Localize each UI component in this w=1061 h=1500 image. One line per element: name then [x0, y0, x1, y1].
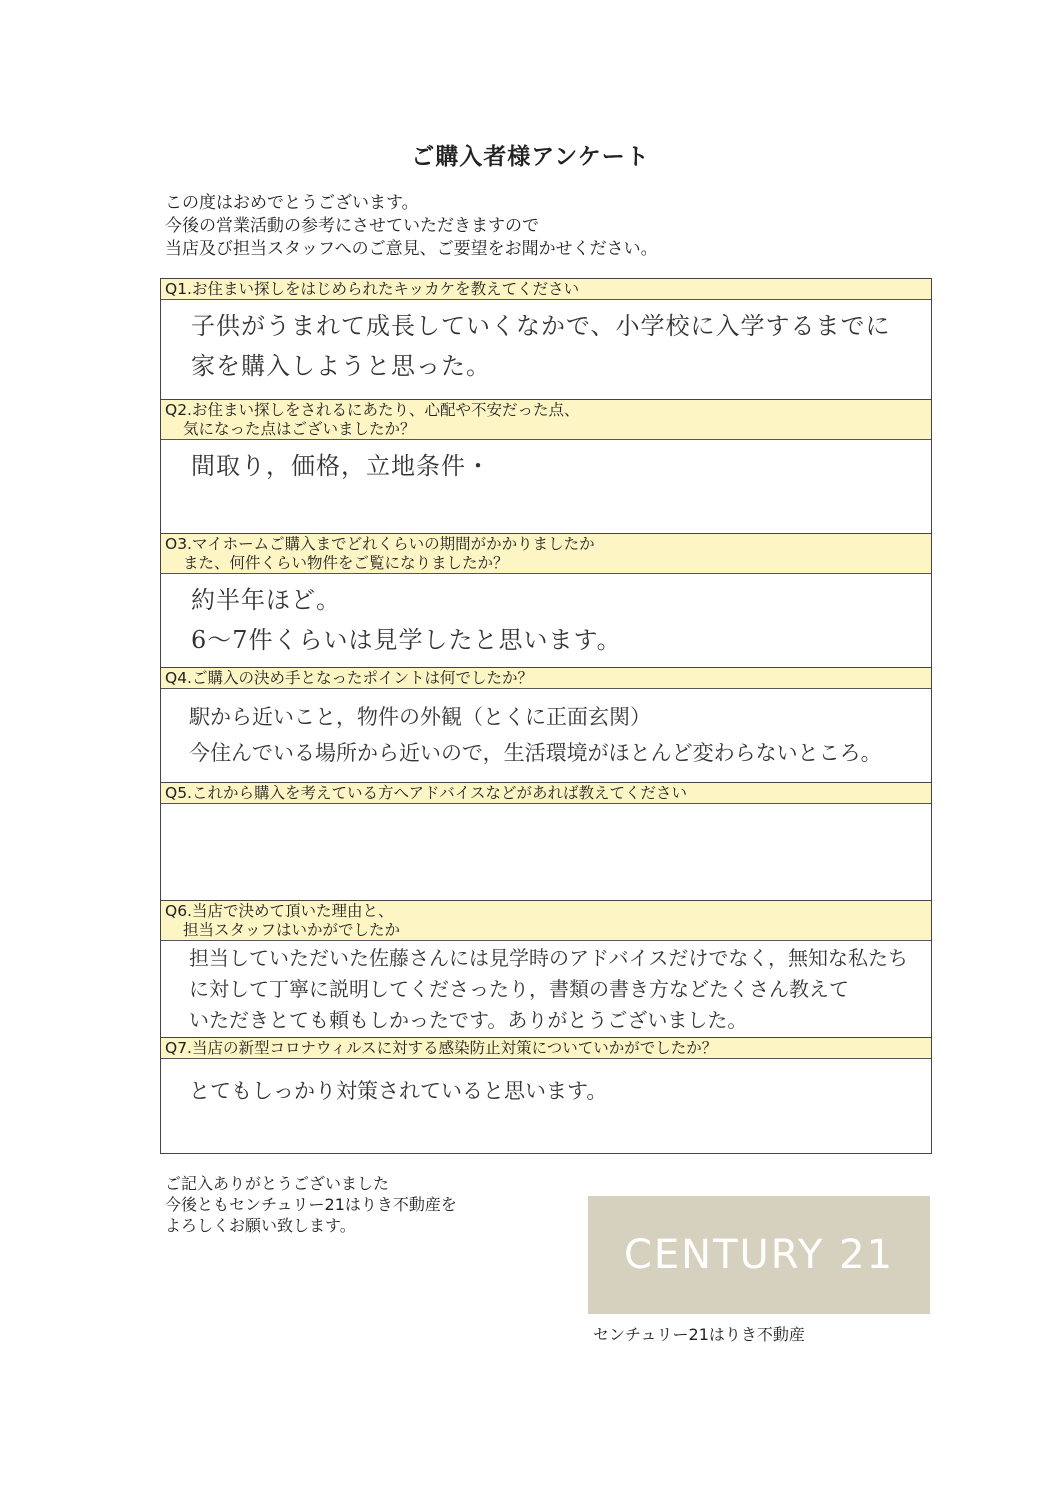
question-label-line: また、何件くらい物件をご覧になりましたか？ — [183, 554, 509, 572]
answer-area — [161, 440, 931, 533]
answer-line: 子供がうまれて成長していくなかで、小学校に入学するまでに — [191, 312, 891, 340]
question-label — [161, 1037, 931, 1059]
century21-logo — [588, 1196, 930, 1314]
question-6 — [161, 900, 931, 1037]
question-7 — [161, 1037, 931, 1153]
answer-line: 担当していただいた佐藤さんには見学時のアドバイスだけでなく，無知な私たち — [189, 946, 908, 970]
closing-line: 今後ともセンチュリー21はりき不動産を — [165, 1195, 457, 1214]
answer-area-empty — [161, 804, 931, 900]
question-label-line: Q7.当店の新型コロナウィルスに対する感染防止対策についていかがでしたか？ — [165, 1039, 718, 1057]
question-1 — [161, 279, 931, 399]
intro-line: 今後の営業活動の参考にさせていただきますので — [165, 216, 539, 236]
question-label-line: Q1.お住まい探しをはじめられたキッカケを教えてください — [165, 280, 580, 298]
question-5 — [161, 782, 931, 900]
answer-line: 6～7件くらいは見学したと思います。 — [191, 626, 622, 654]
answer-area — [161, 574, 931, 667]
question-label — [161, 279, 931, 300]
question-label-line: O3.マイホームご購入までどれくらいの期間がかかりましたか — [165, 535, 595, 553]
answer-line: に対して丁寧に説明してくださったり，書類の書き方などたくさん教えて — [189, 977, 849, 1001]
question-label-line: Q4.ご購入の決め手となったポイントは何でしたか？ — [165, 669, 533, 687]
intro-line: 当店及び担当スタッフへのご意見、ご要望をお聞かせください。 — [165, 239, 658, 259]
intro-line: この度はおめでとうございます。 — [165, 193, 419, 213]
logo-text: CENTURY 21 — [623, 1232, 895, 1278]
answer-area — [161, 1059, 931, 1153]
answer-line: 駅から近いこと，物件の外観（とくに正面玄関） — [189, 705, 651, 729]
closing-line: よろしくお願い致します。 — [165, 1216, 356, 1235]
question-label — [161, 667, 931, 689]
survey-table — [160, 278, 932, 1154]
answer-line: 家を購入しようと思った。 — [191, 352, 491, 380]
question-label-line: Q6.当店で決めて頂いた理由と、 — [165, 902, 394, 920]
closing-line: ご記入ありがとうございました — [165, 1174, 390, 1193]
question-label-line: 担当スタッフはいかがでしたか — [183, 921, 401, 939]
answer-area — [161, 300, 931, 399]
question-label — [161, 900, 931, 941]
question-label — [161, 533, 931, 574]
question-4 — [161, 667, 931, 782]
question-label — [161, 782, 931, 804]
question-label — [161, 399, 931, 440]
question-label-line: 気になった点はございましたか？ — [183, 420, 416, 438]
answer-line: 今住んでいる場所から近いので，生活環境がほとんど変わらないところ。 — [189, 741, 882, 765]
answer-line: 間取り，価格，立地条件・ — [191, 452, 491, 480]
answer-line: いただきとても頼もしかったです。ありがとうございました。 — [189, 1008, 748, 1032]
answer-area — [161, 689, 931, 782]
answer-line: とてもしっかり対策されていると思います。 — [189, 1079, 608, 1103]
question-2 — [161, 399, 931, 533]
answer-line: 約半年ほど。 — [191, 586, 341, 614]
intro-text — [165, 192, 658, 261]
answer-area — [161, 941, 931, 1037]
page-title: ご購入者様アンケート — [411, 144, 650, 170]
company-name: センチュリー21はりき不動産 — [593, 1325, 805, 1344]
closing-message — [165, 1173, 457, 1236]
question-3 — [161, 533, 931, 667]
question-label-line: Q5.これから購入を考えている方へアドバイスなどがあれば教えてください — [165, 784, 688, 802]
question-label-line: Q2.お住まい探しをされるにあたり、心配や不安だった点、 — [165, 401, 580, 419]
